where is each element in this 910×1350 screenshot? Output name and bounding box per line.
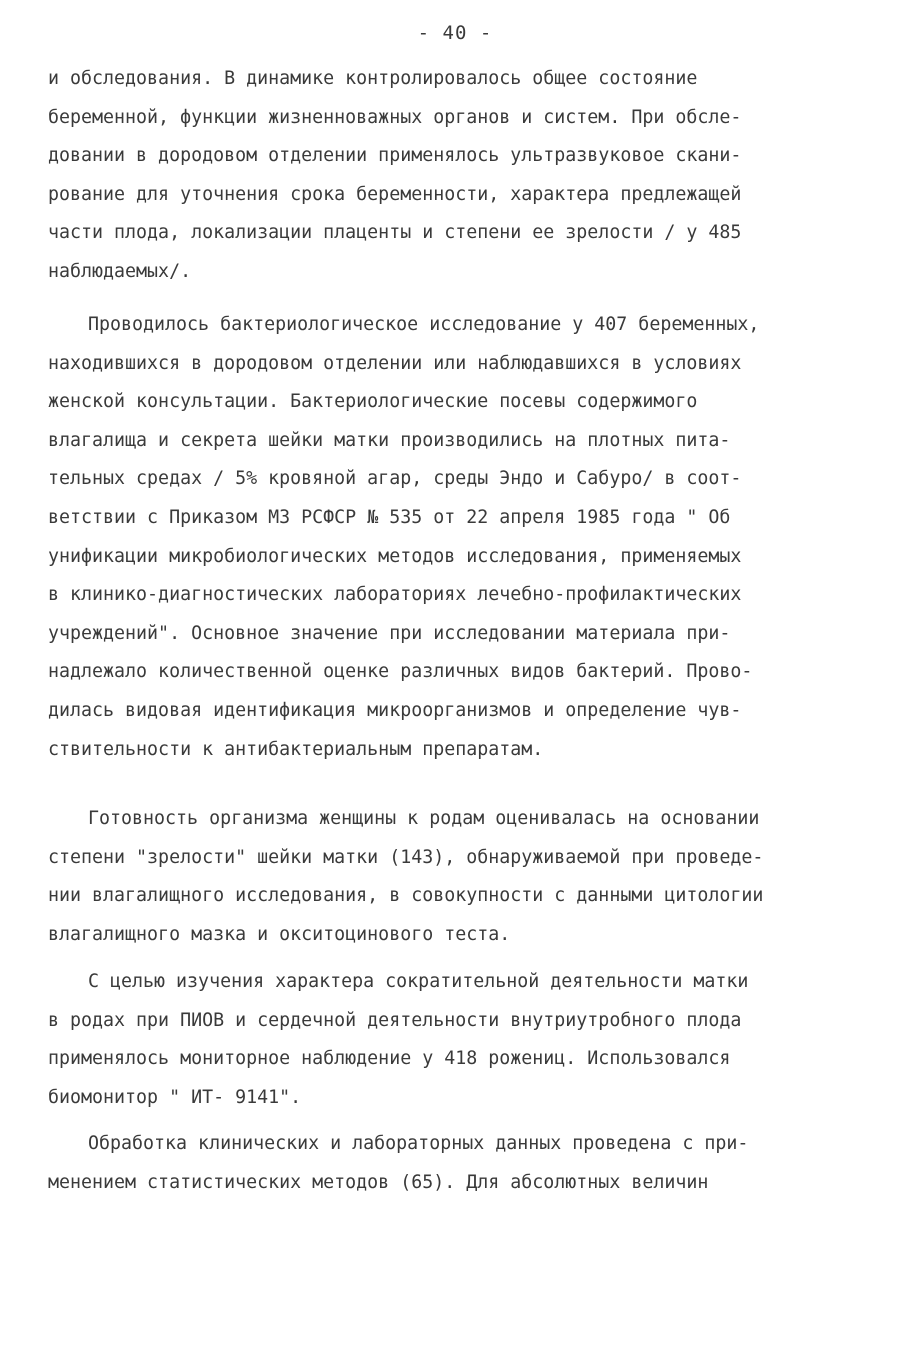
text-line: биомонитор " ИТ- 9141". <box>48 1086 302 1108</box>
text-line: и обследования. В динамике контролировалось общее состояние <box>48 68 698 89</box>
text-line: ветствии с Приказом МЗ РСФСР № 535 от 22 апреля 1985 года " Об <box>48 506 731 528</box>
text-line: надлежало количественной оценке различных видов бактерий. Прово- <box>48 661 753 683</box>
text-line: степени "зрелости" шейки матки (143), обнаруживаемой при проведе- <box>48 846 764 868</box>
text-line: в клинико-диагностических лабораториях лечебно-профилактических <box>48 584 742 606</box>
text-line: применялось мониторное наблюдение у 418 рожениц. Использовался <box>48 1048 731 1070</box>
paragraph-bacteriology <box>48 306 868 769</box>
text-line: довании в дородовом отделении применялось ультразвуковое скани- <box>48 145 742 167</box>
text-line: менением статистических методов (65). Для абсолютных величин <box>48 1171 709 1193</box>
text-line: ствительности к антибактериальным препаратам. <box>48 738 544 760</box>
text-line: нии влагалищного исследования, в совокупности с данными цитологии <box>48 885 764 907</box>
paragraph-examination <box>48 60 868 292</box>
text-line: унификации микробиологических методов исследования, применяемых <box>48 545 742 567</box>
text-line: находившихся в дородовом отделении или наблюдавшихся в условиях <box>48 352 742 374</box>
page-number: - 40 - <box>417 22 493 44</box>
text-line: беременной, функции жизненноважных органов и систем. При обсле- <box>48 106 742 128</box>
text-line: Проводилось бактериологическое исследование у 407 беременных, <box>88 314 760 335</box>
paragraph-statistics <box>48 1125 868 1202</box>
paragraph-monitoring <box>48 963 868 1117</box>
text-line: наблюдаемых/. <box>48 260 192 282</box>
text-line: учреждений". Основное значение при исследовании материала при- <box>48 622 731 644</box>
text-line: в родах при ПИОВ и сердечной деятельности внутриутробного плода <box>48 1009 742 1031</box>
text-line: тельных средах / 5% кровяной агар, среды Эндо и Сабуро/ в соот- <box>48 468 742 490</box>
text-line: С целью изучения характера сократительной деятельности матки <box>88 971 749 992</box>
paragraph-readiness <box>48 800 868 954</box>
text-line: влагалищного мазка и окситоцинового теста. <box>48 923 511 945</box>
text-line: рование для уточнения срока беременности, характера предлежащей <box>48 183 742 205</box>
text-line: части плода, локализации плаценты и степени ее зрелости / у 485 <box>48 222 742 244</box>
text-line: влагалища и секрета шейки матки производились на плотных пита- <box>48 429 731 451</box>
text-line: дилась видовая идентификация микроорганизмов и определение чув- <box>48 699 742 721</box>
text-line: Обработка клинических и лабораторных данных проведена с при- <box>88 1133 749 1154</box>
text-line: Готовность организма женщины к родам оценивалась на основании <box>88 808 760 829</box>
text-line: женской консультации. Бактериологические посевы содержимого <box>48 391 698 413</box>
